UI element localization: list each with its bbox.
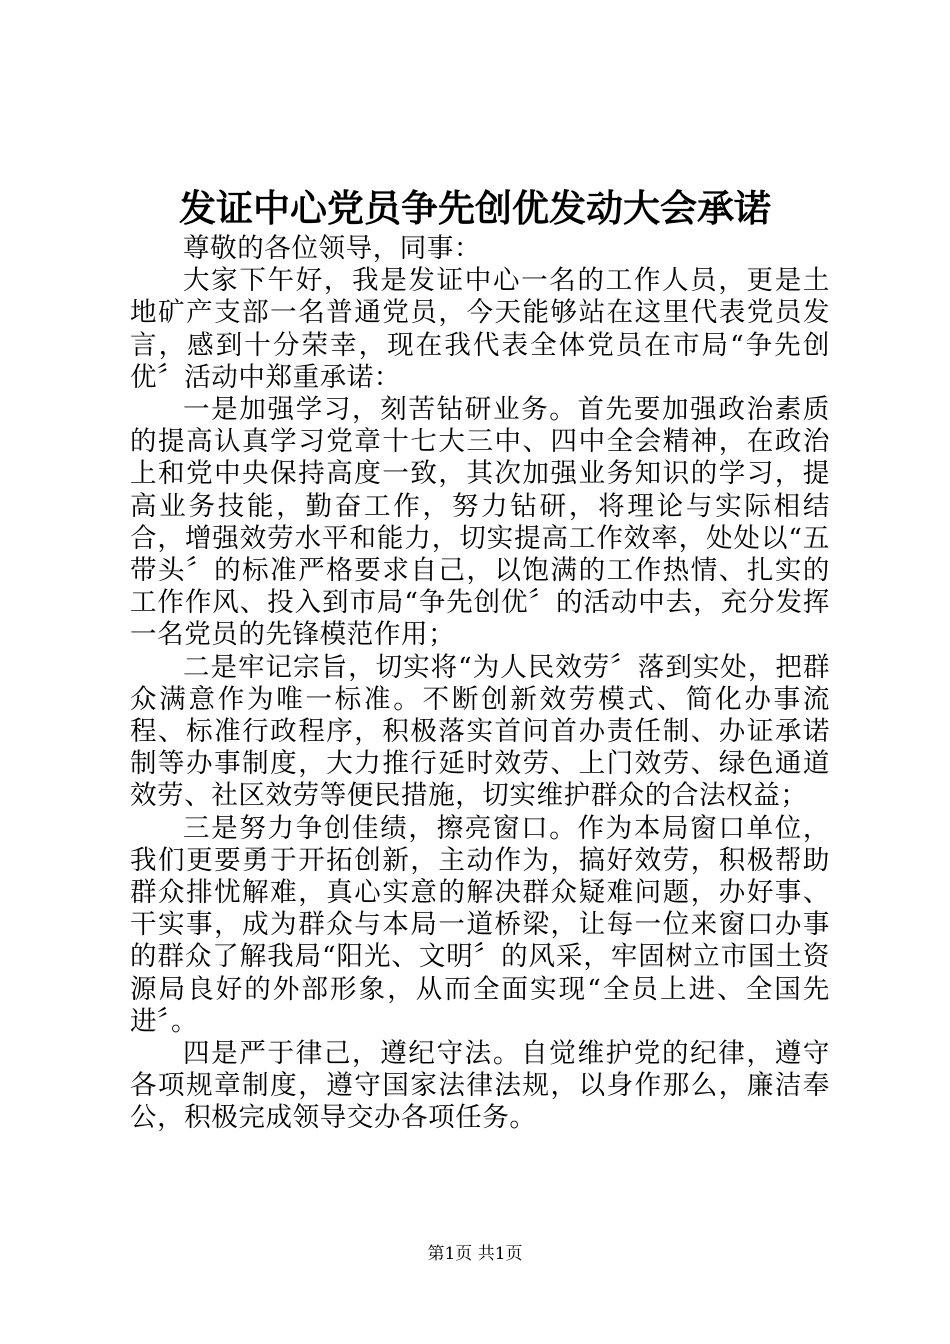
- page-number-footer: 第1页 共1页: [427, 1244, 523, 1264]
- intro-paragraph: 大家下午好，我是发证中心一名的工作人员，更是土地矿产支部一名普通党员，今天能够站在这里代表党员发言，感到十分荣幸，现在我代表全体党员在市局“争先创优〞活动中郑重承诺：: [130, 265, 830, 393]
- pledge-paragraph-2: 二是牢记宗旨，切实将“为人民效劳〞落到实处，把群众满意作为唯一标准。不断创新效劳模式、简化办事流程、标准行政程序，积极落实首问首办责任制、办证承诺制等办事制度，大力推行延时效劳、上门效劳、绿色通道效劳、社区效劳等便民措施，切实维护群众的合法权益；: [130, 651, 830, 812]
- document-body: [130, 233, 830, 1135]
- pledge-paragraph-1: 一是加强学习，刻苦钻研业务。首先要加强政治素质的提高认真学习党章十七大三中、四中全会精神，在政治上和党中央保持高度一致，其次加强业务知识的学习，提高业务技能，勤奋工作，努力钻研，将理论与实际相结合，增强效劳水平和能力，切实提高工作效率，处处以“五带头〞的标准严格要求自己，以饱满的工作热情、扎实的工作作风、投入到市局“争先创优〞的活动中去，充分发挥一名党员的先锋模范作用；: [130, 394, 830, 651]
- page-title: 发证中心党员争先创优发动大会承诺: [179, 186, 771, 230]
- pledge-paragraph-3: 三是努力争创佳绩，擦亮窗口。作为本局窗口单位，我们更要勇于开拓创新，主动作为，搞好效劳，积极帮助群众排忧解难，真心实意的解决群众疑难问题，办好事、干实事，成为群众与本局一道桥梁，让每一位来窗口办事的群众了解我局“阳光、文明〞的风采，牢固树立市国土资源局良好的外部形象，从而全面实现“全员上进、全国先进〞。: [130, 812, 830, 1037]
- salutation-paragraph: 尊敬的各位领导，同事：: [183, 233, 482, 264]
- pledge-paragraph-4: 四是严于律己，遵纪守法。自觉维护党的纪律，遵守各项规章制度，遵守国家法律法规，以身作那么，廉洁奉公，积极完成领导交办各项任务。: [130, 1038, 830, 1134]
